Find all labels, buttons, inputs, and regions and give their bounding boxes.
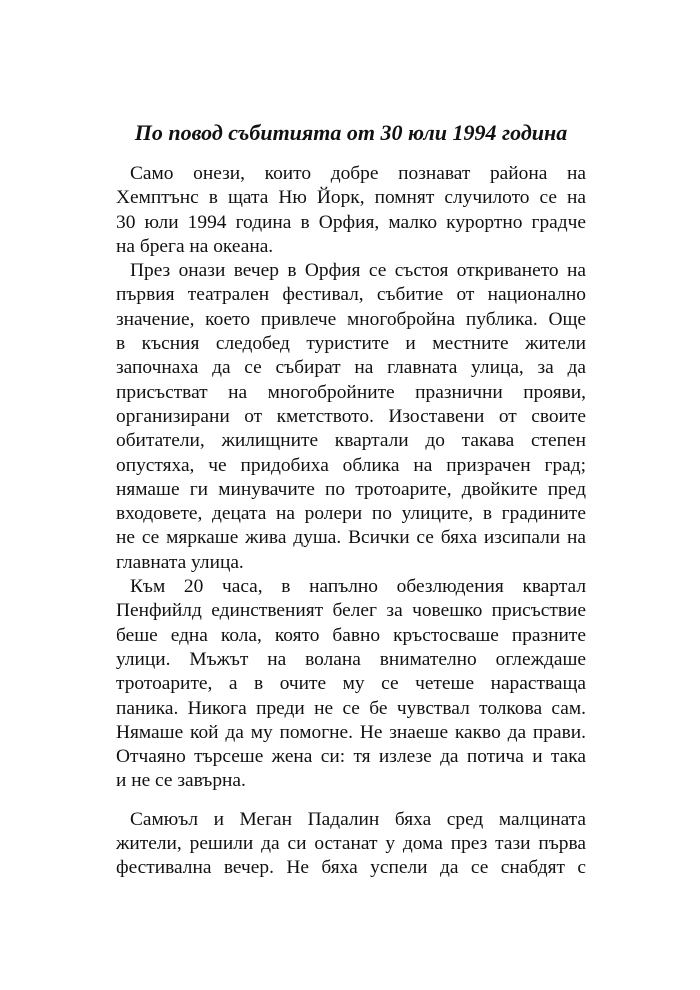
text-line: тротоарите, а в очите му се четеше нарастваща [116, 673, 586, 695]
text-line: фестивална вечер. Не бяха успели да се снабдят с [116, 857, 586, 879]
text-line: Нямаше кой да му помогне. Не знаеше какво да прави. [116, 721, 586, 743]
text-line: не се мяркаше жива душа. Всички се бяха изсипали на [116, 527, 586, 549]
text-line: в късния следобед туристите и местните жители [116, 333, 586, 355]
text-line: значение, което привлече многобройна публика. Още [116, 308, 586, 330]
text-line: обитатели, жилищните квартали до такава степен [116, 430, 586, 452]
paragraph-1 [116, 162, 586, 259]
text-line: беше една кола, която бавно кръстосваше празните [116, 624, 586, 646]
text-line: опустяха, че придобиха облика на призрачен град; [116, 454, 586, 476]
text-line: Пенфийлд единственият белег за човешко присъствие [116, 600, 586, 622]
paragraph-2 [116, 259, 586, 575]
text-line: Самюъл и Меган Падалин бяха сред малцината [130, 808, 586, 830]
text-line: присъстват на многобройните празнични прояви, [116, 381, 586, 403]
text-line: и не се завърна. [116, 770, 246, 792]
text-line: първия театрален фестивал, събитие от национално [116, 284, 586, 306]
text-line: Към 20 часа, в напълно обезлюдения квартал [130, 576, 586, 598]
text-line: организирани от кметството. Изоставени от своите [116, 405, 586, 427]
paragraph-4 [116, 808, 586, 881]
chapter-title: По повод събитията от 30 юли 1994 година [134, 120, 568, 145]
section-gap [116, 794, 586, 808]
text-line: 30 юли 1994 година в Орфия, малко курортно градче [116, 211, 586, 233]
text-line: улици. Мъжът на волана внимателно оглеждаше [116, 648, 586, 670]
text-line: входовете, децата на ролери по улиците, в градините [116, 503, 586, 525]
text-line: Хемптънс в щата Ню Йорк, помнят случилото се на [116, 187, 586, 209]
text-line: Отчаяно търсеше жена си: тя излезе да потича и така [116, 746, 586, 768]
text-line: главната улица. [116, 551, 244, 573]
text-line: През онази вечер в Орфия се състоя откриването на [130, 260, 586, 282]
text-line: Само онези, които добре познават района на [130, 163, 586, 184]
paragraph-3 [116, 575, 586, 794]
text-line: нямаше ги минувачите по тротоарите, двойките пред [116, 478, 586, 500]
text-line: започнаха да се събират на главната улица, за да [116, 357, 586, 379]
text-line: паника. Никога преди не се бе чувствал толкова сам. [116, 697, 586, 719]
text-line: на брега на океана. [116, 235, 274, 257]
book-page [116, 118, 586, 881]
text-line: жители, решили да си останат у дома през тази първа [116, 833, 586, 855]
